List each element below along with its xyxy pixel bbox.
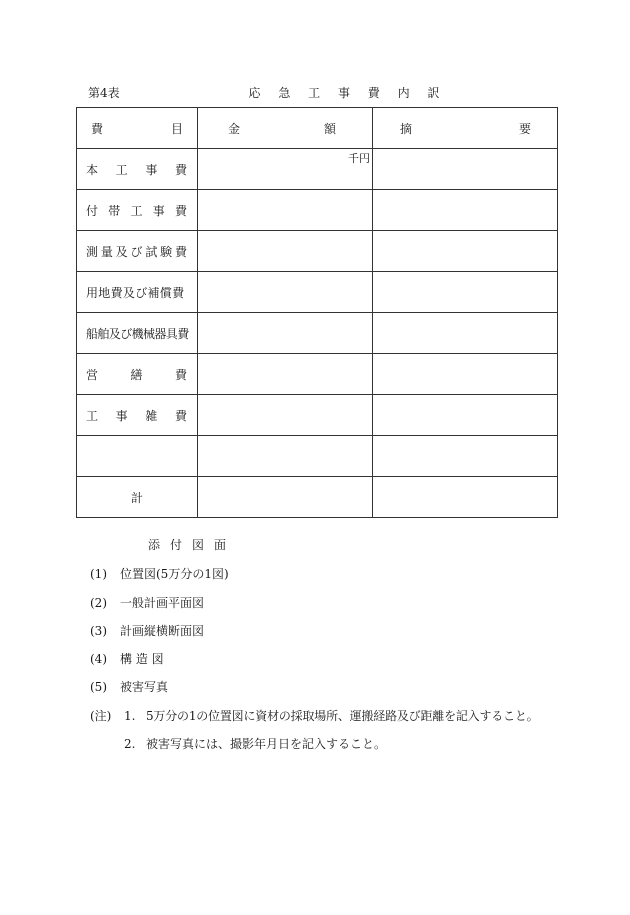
amount-cell [198, 190, 373, 231]
table-row [77, 354, 558, 395]
row-label: 工 事 雑 費 [77, 395, 198, 436]
title-char: 事 [337, 86, 350, 100]
total-label: 計 [77, 477, 198, 518]
amount-cell [198, 272, 373, 313]
title-char: 費 [367, 86, 380, 100]
table-row-blank [77, 436, 558, 477]
row-label: 測 量 及 び 試 験 費 [77, 231, 198, 272]
attachment-item: (4) 構 造 図 [90, 652, 164, 666]
title-char: 急 [278, 86, 291, 100]
amount-cell [198, 436, 373, 477]
amount-cell [198, 313, 373, 354]
table-row [77, 395, 558, 436]
attachment-item: (2) 一般計画平面図 [90, 596, 205, 610]
remarks-cell [373, 272, 558, 313]
attachment-item: (1) 位置図(5万分の1図) [90, 567, 229, 581]
table-row [77, 190, 558, 231]
amount-cell [198, 354, 373, 395]
header-remarks: 摘 要 [373, 108, 558, 149]
form-number: 第4表 [88, 86, 120, 100]
title-char: 内 [397, 86, 410, 100]
amount-cell [198, 231, 373, 272]
table-row [77, 272, 558, 313]
amount-cell [198, 149, 373, 190]
total-amount-cell [198, 477, 373, 518]
notes-label: (注) [90, 709, 112, 723]
title-char: 工 [308, 86, 321, 100]
row-label [77, 436, 198, 477]
remarks-cell [373, 395, 558, 436]
title-char: 応 [248, 86, 261, 100]
table-row [77, 149, 558, 190]
header-item: 費 目 [77, 108, 198, 149]
remarks-cell [373, 354, 558, 395]
note-item: 1. 5万分の1の位置図に資材の採取場所、運搬経路及び距離を記入すること。 [124, 709, 539, 723]
note-item: 2. 被害写真には、撮影年月日を記入すること。 [124, 737, 387, 751]
remarks-cell [373, 190, 558, 231]
document-title [246, 84, 442, 101]
row-label: 用地費及び補償費 [77, 272, 198, 313]
remarks-cell [373, 313, 558, 354]
table-header-row [77, 108, 558, 149]
attachment-item: (5) 被害写真 [90, 680, 169, 694]
remarks-cell [373, 231, 558, 272]
remarks-cell [373, 149, 558, 190]
remarks-cell [373, 436, 558, 477]
cost-breakdown-table [76, 107, 558, 518]
row-label: 付 帯 工 事 費 [77, 190, 198, 231]
table-total-row [77, 477, 558, 518]
attachment-item: (3) 計画縦横断面図 [90, 624, 205, 638]
table-row [77, 313, 558, 354]
row-label: 船舶及び機械器具費 [77, 313, 198, 354]
table-row [77, 231, 558, 272]
attachments-title: 添 付 図 面 [148, 538, 227, 552]
row-label: 営 繕 費 [77, 354, 198, 395]
row-label: 本 工 事 費 [77, 149, 198, 190]
header-amount: 金 額 [198, 108, 373, 149]
title-char: 訳 [427, 86, 440, 100]
total-remarks-cell [373, 477, 558, 518]
amount-cell [198, 395, 373, 436]
unit-label: 千円 [348, 152, 370, 165]
